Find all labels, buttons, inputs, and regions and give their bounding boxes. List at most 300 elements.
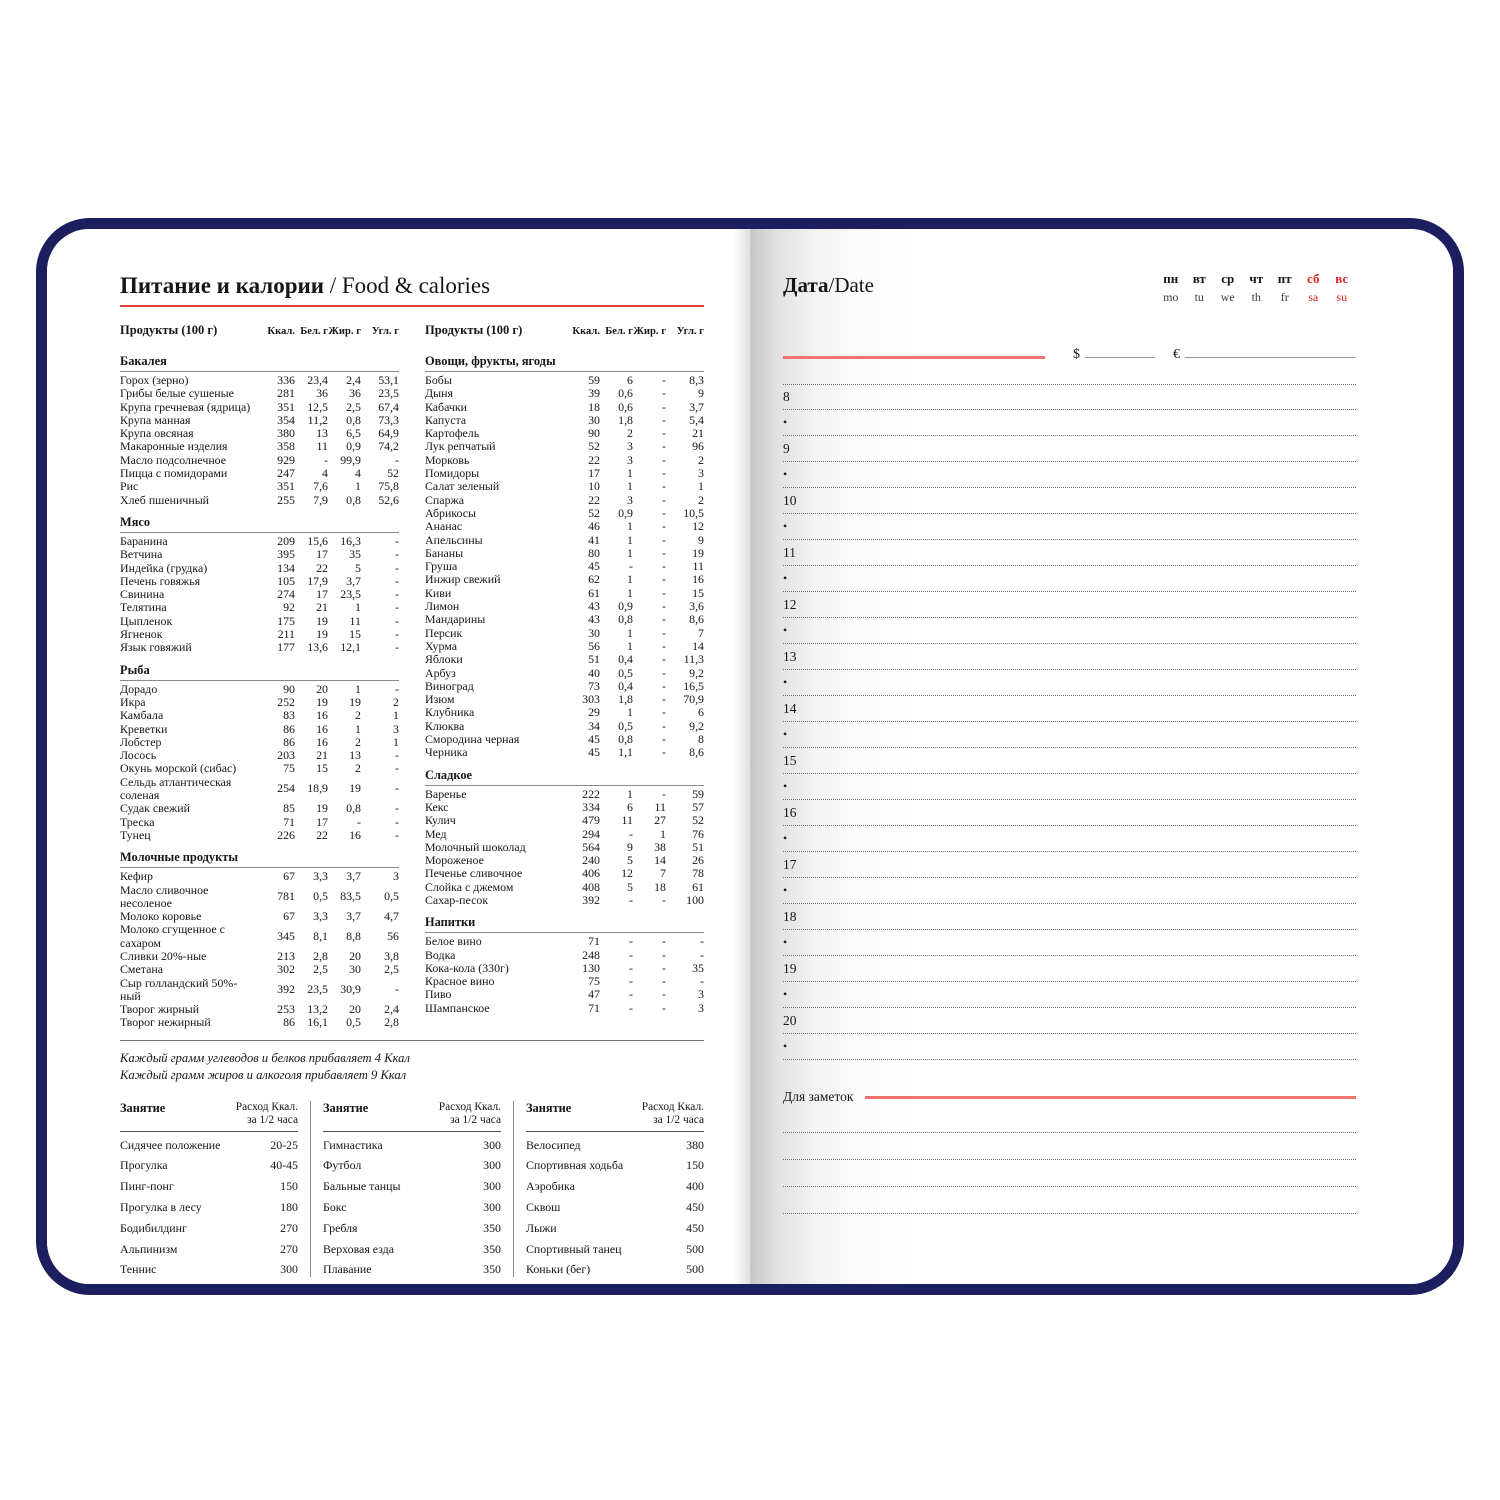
weekday-ru: пн [1163,271,1179,286]
activity-row [323,1173,501,1194]
hour-label: 10 [783,492,797,508]
food-row [120,910,399,923]
food-row [425,720,704,733]
food-kcal: 240 [582,853,600,868]
notebook-cover [36,218,1464,1295]
food-kcal: 45 [588,745,600,760]
weekday-ru: пт [1277,271,1292,286]
bullet-marker: • [783,415,788,429]
food-fat: 0,5 [346,1015,361,1030]
food-protein: - [324,452,328,467]
food-section-title: Сладкое [425,768,704,786]
food-table-header [425,323,704,346]
food-section [425,354,704,760]
hour-label: 11 [783,544,796,560]
food-name: Салат зеленый [425,479,500,494]
food-table-header [120,323,399,346]
food-row [425,520,704,533]
food-protein: 6 [627,373,633,387]
food-kcal: 281 [277,386,295,401]
schedule-bullet-row [783,514,1356,540]
food-row [425,427,704,440]
food-name: Клюква [425,718,465,733]
food-name: Хлеб пшеничный [120,492,210,507]
food-fat: - [662,452,666,467]
activity-row [120,1215,298,1236]
food-fat: - [662,545,666,560]
food-row [120,494,399,507]
food-kcal: 90 [283,681,295,696]
food-row [425,414,704,427]
page-title [120,273,704,307]
food-kcal: 86 [283,734,295,749]
activity-row [526,1215,704,1236]
dollar-sign: $ [1073,347,1080,362]
food-carbs: 52 [387,466,399,481]
food-name: Водка [425,947,456,962]
food-fat: - [662,665,666,680]
page-right-daily-planner [750,229,1453,1284]
activity-row [323,1215,501,1236]
food-row [120,977,399,1004]
food-protein: 5 [627,879,633,894]
food-name: Молоко коровье [120,909,202,924]
food-section [425,768,704,908]
activity-name: Коньки (бег) [526,1262,591,1277]
activity-row [526,1173,704,1194]
food-protein: - [629,559,633,574]
food-kcal: 336 [277,373,295,387]
food-kcal: 254 [277,781,295,796]
food-carbs: 6 [698,705,704,720]
food-name: Слойка с джемом [425,879,514,894]
food-protein: 3 [627,452,633,467]
food-row [425,440,704,453]
food-carbs: 2 [393,694,399,709]
food-carbs: 2,4 [384,1002,399,1017]
activity-table [120,1101,704,1278]
food-row [120,387,399,400]
food-row [425,640,704,653]
food-row [120,427,399,440]
food-carbs: - [395,801,399,816]
food-carbs: 11 [692,559,704,574]
food-protein: 1 [627,625,633,640]
food-kcal: 71 [283,814,295,829]
hour-label: 17 [783,856,797,872]
food-kcal: 90 [588,426,600,441]
food-carbs: - [395,452,399,467]
food-protein: 23,4 [307,373,328,387]
food-fat: - [357,814,361,829]
food-fat: 0,8 [346,412,361,427]
food-fat: 3,7 [346,869,361,884]
food-fat: - [662,373,666,387]
food-name: Киви [425,585,452,600]
food-carbs: - [395,781,399,796]
food-fat: 7 [660,866,666,881]
food-protein: 11,2 [307,412,328,427]
food-fat: 14 [654,853,666,868]
food-name: Клубника [425,705,475,720]
schedule-hour-row [783,592,1356,618]
weekday-ru: чт [1249,271,1264,286]
schedule-bullet-row [783,670,1356,696]
food-row [120,884,399,911]
food-kcal: 41 [588,532,600,547]
food-fat: 13 [349,748,361,763]
food-kcal: 358 [277,439,295,454]
food-kcal: 86 [283,721,295,736]
food-protein: 0,9 [618,599,633,614]
activity-name: Сквош [526,1199,561,1214]
page-title-ru: Питание и калории [120,273,324,298]
food-kcal: 40 [588,665,600,680]
food-protein: 13,2 [307,1002,328,1017]
food-kcal: 105 [277,573,295,588]
food-kcal: 56 [588,638,600,653]
food-carbs: 78 [692,866,704,881]
food-name: Пиво [425,987,452,1002]
food-fat: - [662,412,666,427]
weekday-selector [1157,271,1357,304]
food-row [120,641,399,654]
food-kcal: 929 [277,452,295,467]
food-kcal: 75 [588,974,600,989]
food-name: Хурма [425,638,457,653]
food-kcal: 294 [582,826,600,841]
food-protein: - [629,974,633,989]
food-kcal: 52 [588,439,600,454]
food-row [425,962,704,975]
activity-kcal: 270 [280,1220,298,1235]
food-fat: - [662,678,666,693]
food-carbs: 70,9 [683,692,704,707]
activity-name: Лыжи [526,1220,557,1235]
schedule-hour-row [783,436,1356,462]
food-row [425,454,704,467]
food-protein: 1 [627,786,633,801]
food-row [425,867,704,880]
food-fat: 2 [355,734,361,749]
food-name: Ананас [425,519,463,534]
activity-name: Верховая езда [323,1241,395,1256]
food-carbs: - [395,587,399,602]
page-title-en: / Food & calories [324,273,491,298]
activity-name: Прогулка [120,1158,168,1173]
food-section-title: Молочные продукты [120,850,399,868]
food-carbs: - [395,761,399,776]
food-carbs: 5,4 [689,412,704,427]
activity-group-header [526,1101,704,1132]
food-kcal: 22 [588,452,600,467]
hour-label: 15 [783,752,797,768]
activity-header-label: Занятие [323,1100,369,1115]
food-name: Кекс [425,799,449,814]
food-row [120,709,399,722]
food-fat: - [662,987,666,1002]
food-protein: 21 [316,600,328,615]
food-protein: 6 [627,799,633,814]
food-fat: - [662,638,666,653]
food-protein: 9 [627,839,633,854]
food-row [120,723,399,736]
activity-group [120,1101,310,1278]
food-name: Грибы белые сушеные [120,386,234,401]
food-name: Мандарины [425,612,486,627]
schedule-bullet-row [783,982,1356,1008]
weekday-column [1214,271,1243,304]
food-row [425,653,704,666]
activity-kcal: 300 [280,1262,298,1277]
food-fat: - [662,692,666,707]
food-carbs: 8,6 [689,612,704,627]
food-carbs: 1 [393,708,399,723]
food-fat: 2 [355,708,361,723]
food-carbs: 1 [393,734,399,749]
food-fat: 1 [660,826,666,841]
food-protein: 1,1 [618,745,633,760]
activity-name: Спортивный танец [526,1241,622,1256]
page-left-food-calories [47,229,750,1284]
schedule-hour-row [783,540,1356,566]
activity-header-expense: Расход Ккал. за 1/2 часа [235,1100,298,1126]
food-name: Масло подсолнечное [120,452,227,467]
schedule-bullet-row [783,722,1356,748]
activity-kcal: 400 [686,1179,704,1194]
food-carbs: 9,2 [689,718,704,733]
food-row [120,1003,399,1016]
food-row [425,746,704,759]
food-carbs: 9,2 [689,665,704,680]
food-name: Пицца с помидорами [120,466,228,481]
food-fat: - [662,1000,666,1015]
food-carbs: 53,1 [378,373,399,387]
notes-label: Для заметок [783,1089,854,1104]
food-carbs: 2,8 [384,1015,399,1030]
food-carbs: - [700,974,704,989]
food-protein: 3 [627,439,633,454]
food-carbs: 7 [698,625,704,640]
food-row [120,963,399,976]
activity-row [120,1257,298,1278]
hour-label: 9 [783,440,790,456]
activity-row [323,1132,501,1153]
schedule-hour-row [783,956,1356,982]
food-fat: 99,9 [340,452,361,467]
food-name: Кабачки [425,399,468,414]
food-fat: - [662,492,666,507]
food-protein: 2 [627,426,633,441]
food-kcal: 213 [277,948,295,963]
food-carbs: 23,5 [378,386,399,401]
food-row [425,693,704,706]
food-protein: 17,9 [307,573,328,588]
food-row [120,762,399,775]
food-name: Масло сливочное несоленое [120,882,209,910]
food-row [425,1002,704,1015]
food-kcal: 47 [588,987,600,1002]
activity-row [120,1132,298,1153]
activity-header-expense: Расход Ккал. за 1/2 часа [438,1100,501,1126]
notebook-pages [47,229,1453,1284]
food-carbs: 16 [692,572,704,587]
food-protein: 0,5 [313,889,328,904]
food-name: Лимон [425,599,460,614]
food-protein: 0,4 [618,678,633,693]
calorie-note-line: Каждый грамм углеводов и белков прибавляет 4 Ккал [120,1050,410,1065]
food-protein: 16 [316,708,328,723]
food-carbs: 35 [692,960,704,975]
activity-kcal: 270 [280,1241,298,1256]
food-name: Творог жирный [120,1002,200,1017]
activity-row [526,1236,704,1257]
activity-name: Гимнастика [323,1137,383,1152]
food-fat: 11 [654,799,666,814]
food-kcal: 177 [277,640,295,655]
schedule-hour-row [783,1008,1356,1034]
food-name: Дыня [425,386,453,401]
activity-row [526,1257,704,1278]
food-carbs: 26 [692,853,704,868]
food-kcal: 781 [277,889,295,904]
food-name: Язык говяжий [120,640,192,655]
food-carbs: 3,6 [689,599,704,614]
food-name: Индейка (грудка) [120,560,208,575]
activity-group-header [120,1101,298,1132]
food-fat: 5 [355,560,361,575]
food-name: Сельдь атлантическая соленая [120,774,232,803]
activity-name: Прогулка в лесу [120,1199,202,1214]
food-kcal: 134 [277,560,295,575]
food-name: Мед [425,826,447,841]
header-kcal: Ккал. [267,326,295,337]
food-row [425,573,704,586]
food-kcal: 303 [582,692,600,707]
food-kcal: 61 [588,585,600,600]
food-fat: - [662,466,666,481]
activity-kcal: 40-45 [270,1158,298,1173]
schedule-bullet-row [783,878,1356,904]
activity-header-expense: Расход Ккал. за 1/2 часа [641,1100,704,1126]
food-row [425,547,704,560]
food-kcal: 130 [582,960,600,975]
food-kcal: 408 [582,879,600,894]
bullet-marker: • [783,519,788,533]
food-kcal: 86 [283,1015,295,1030]
food-kcal: 252 [277,694,295,709]
food-carbs: 2 [698,492,704,507]
food-row [120,816,399,829]
food-fat: - [662,559,666,574]
food-kcal: 334 [582,799,600,814]
food-row [425,814,704,827]
food-carbs: 75,8 [378,479,399,494]
activity-row [323,1236,501,1257]
calorie-note-line: Каждый грамм жиров и алкоголя прибавляет 9 Ккал [120,1068,407,1083]
food-row [120,480,399,493]
food-row [120,562,399,575]
food-carbs: 74,2 [378,439,399,454]
activity-kcal: 300 [483,1179,501,1194]
activity-row [323,1194,501,1215]
food-row [425,494,704,507]
food-protein: 1,8 [618,692,633,707]
food-row [425,600,704,613]
food-fat: 83,5 [340,889,361,904]
food-carbs: 2 [698,452,704,467]
food-kcal: 92 [283,600,295,615]
weekday-column [1328,271,1357,304]
food-carbs: 4,7 [384,909,399,924]
food-protein: 1 [627,572,633,587]
food-carbs: 3 [393,721,399,736]
food-kcal: 59 [588,373,600,387]
food-protein: 4 [322,466,328,481]
food-protein: 3,3 [313,909,328,924]
hour-label: 12 [783,596,797,612]
food-name: Окунь морской (сибас) [120,761,237,776]
food-name: Груша [425,559,458,574]
food-name: Изюм [425,692,455,707]
weekday-en: th [1251,290,1261,304]
hour-label: 18 [783,908,797,924]
food-name: Треска [120,814,155,829]
bullet-marker: • [783,571,788,585]
food-carbs: 64,9 [378,426,399,441]
bullet-marker: • [783,467,788,481]
food-fat: 1 [355,479,361,494]
food-carbs: 51 [692,839,704,854]
food-fat: 3,7 [346,909,361,924]
hour-label: 16 [783,804,797,820]
food-row [425,881,704,894]
food-row [120,923,399,950]
food-protein: 36 [316,386,328,401]
activity-group [310,1101,513,1278]
food-protein: 1 [627,519,633,534]
food-fat: 30 [349,962,361,977]
food-fat: 23,5 [340,587,361,602]
food-carbs: 11,3 [683,652,704,667]
food-name: Ягненок [120,627,163,642]
food-kcal: 564 [582,839,600,854]
food-protein: 1 [627,705,633,720]
food-name: Яблоки [425,652,463,667]
schedule-hour-row [783,384,1356,410]
food-name: Телятина [120,600,167,615]
food-fat: - [662,479,666,494]
food-row [425,613,704,626]
food-name: Творог нежирный [120,1015,211,1030]
schedule-hour-row [783,696,1356,722]
food-fat: 19 [349,781,361,796]
food-fat: - [662,505,666,520]
food-protein: 18,9 [307,781,328,796]
food-name: Ветчина [120,547,163,562]
food-protein: 1 [627,532,633,547]
hour-label: 13 [783,648,797,664]
food-name: Сметана [120,962,163,977]
activity-name: Футбол [323,1158,362,1173]
food-kcal: 354 [277,412,295,427]
food-fat: - [662,426,666,441]
food-fat: - [662,386,666,401]
food-carbs: 3,7 [689,399,704,414]
food-kcal: 253 [277,1002,295,1017]
food-fat: 35 [349,547,361,562]
food-row [425,706,704,719]
